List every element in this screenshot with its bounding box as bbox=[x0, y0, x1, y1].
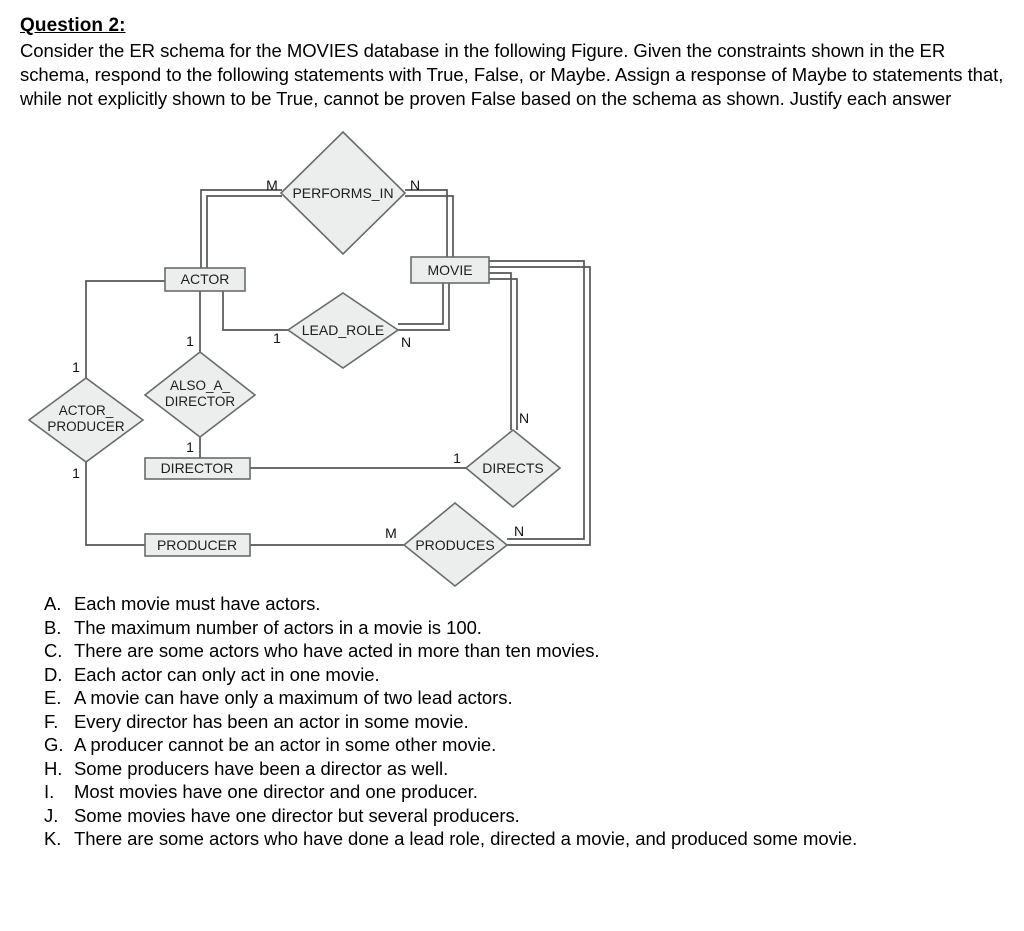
relationship-lead-role bbox=[288, 293, 398, 368]
link-actor-performs-in bbox=[201, 190, 282, 270]
statement-label: G. bbox=[44, 734, 64, 755]
statement-label: H. bbox=[44, 757, 63, 779]
statement-text: Some movies have one director but several producers. bbox=[74, 804, 520, 826]
link-lead-role-movie bbox=[398, 283, 449, 330]
cardinality-lead-role-movie: N bbox=[400, 334, 412, 350]
relationship-lead-role-label: LEAD_ROLE bbox=[301, 322, 385, 338]
link-movie-directs bbox=[489, 273, 517, 430]
list-item bbox=[44, 733, 1004, 757]
relationship-also-a-director-label-line1: ALSO_A_ bbox=[169, 378, 231, 393]
entity-actor bbox=[165, 268, 245, 291]
statement-text: Some producers have been a director as well. bbox=[74, 757, 449, 779]
statement-text: There are some actors who have done a lead role, directed a movie, and produced some movie. bbox=[74, 828, 858, 849]
question-block bbox=[20, 14, 1010, 111]
cardinality-performs-in-movie: N bbox=[409, 177, 421, 193]
relationship-also-a-director bbox=[145, 352, 255, 437]
relationship-actor-producer bbox=[29, 378, 143, 462]
list-item bbox=[44, 780, 1004, 804]
cardinality-lead-role-actor: 1 bbox=[273, 330, 281, 346]
statement-text: There are some actors who have acted in more than ten movies. bbox=[74, 640, 600, 661]
cardinality-directs-director: 1 bbox=[453, 450, 461, 466]
statement-text: Every director has been an actor in some movie. bbox=[74, 710, 469, 732]
list-item bbox=[44, 686, 1004, 710]
list-item bbox=[44, 757, 1004, 781]
relationship-performs-in-label: PERFORMS_IN bbox=[292, 185, 394, 201]
cardinality-produces-producer: M bbox=[385, 525, 397, 541]
question-body: Consider the ER schema for the MOVIES database in the following Figure. Given the constraints shown in the ER schema, respond to the following statements with True, False, or Maybe. Assign a response of Maybe to statements that, while not explicitly shown to be True, cannot be proven False based on the schema as shown. Justify each answer bbox=[20, 40, 1004, 109]
cardinality-performs-in-actor: M bbox=[266, 177, 278, 193]
statement-label: F. bbox=[44, 710, 59, 732]
statement-label: A. bbox=[44, 593, 62, 614]
entity-movie bbox=[411, 257, 489, 283]
relationship-produces bbox=[404, 503, 507, 586]
entity-director bbox=[145, 458, 250, 479]
entity-movie-label: MOVIE bbox=[427, 262, 473, 278]
cardinality-actor-producer-producer: 1 bbox=[72, 465, 80, 481]
relationship-actor-producer-label-line2: PRODUCER bbox=[47, 419, 125, 434]
cardinality-produces-movie: N bbox=[513, 523, 525, 539]
link-movie-produces bbox=[489, 261, 590, 545]
cardinality-directs-movie: N bbox=[518, 410, 530, 426]
cardinality-actor-producer-actor: 1 bbox=[72, 359, 80, 375]
statement-text: Each actor can only act in one movie. bbox=[74, 663, 380, 685]
statement-label: B. bbox=[44, 616, 62, 638]
statement-text: Most movies have one director and one producer. bbox=[74, 781, 478, 802]
link-actor-producer-producer bbox=[86, 462, 145, 545]
statement-label: K. bbox=[44, 828, 62, 849]
list-item bbox=[44, 804, 1004, 828]
entity-producer bbox=[145, 534, 250, 556]
relationship-directs bbox=[466, 430, 560, 507]
entity-actor-label: ACTOR bbox=[180, 271, 230, 287]
cardinality-also-a-director-actor: 1 bbox=[186, 333, 194, 349]
statement-label: C. bbox=[44, 640, 63, 661]
relationship-produces-label: PRODUCES bbox=[415, 537, 495, 553]
statement-list bbox=[44, 592, 1004, 851]
er-schema-diagram bbox=[0, 118, 660, 598]
statement-text: A movie can have only a maximum of two lead actors. bbox=[74, 687, 513, 708]
statement-label: D. bbox=[44, 663, 63, 685]
question-title: Question 2: bbox=[20, 15, 126, 36]
link-actor-actor-producer bbox=[86, 281, 165, 378]
relationship-also-a-director-label-line2: DIRECTOR bbox=[164, 394, 236, 409]
relationship-performs-in bbox=[281, 132, 405, 254]
list-item bbox=[44, 592, 1004, 616]
list-item bbox=[44, 616, 1004, 640]
list-item bbox=[44, 639, 1004, 663]
entity-producer-label: PRODUCER bbox=[156, 537, 238, 553]
list-item bbox=[44, 827, 1004, 851]
statement-text: The maximum number of actors in a movie is 100. bbox=[74, 616, 482, 638]
statement-label: E. bbox=[44, 687, 62, 708]
statement-label: J. bbox=[44, 804, 59, 826]
statement-text: A producer cannot be an actor in some other movie. bbox=[74, 734, 497, 755]
cardinality-also-a-director-director: 1 bbox=[186, 439, 194, 455]
link-actor-lead-role bbox=[223, 291, 288, 330]
relationship-actor-producer-label-line1: ACTOR_ bbox=[58, 403, 114, 418]
statement-label: I. bbox=[44, 781, 55, 802]
relationship-directs-label: DIRECTS bbox=[482, 460, 544, 476]
entity-director-label: DIRECTOR bbox=[160, 460, 234, 476]
er-diagram-canvas bbox=[0, 118, 660, 598]
list-item bbox=[44, 663, 1004, 687]
link-performs-in-movie bbox=[405, 190, 453, 257]
list-item bbox=[44, 710, 1004, 734]
statement-text: Each movie must have actors. bbox=[74, 593, 321, 614]
